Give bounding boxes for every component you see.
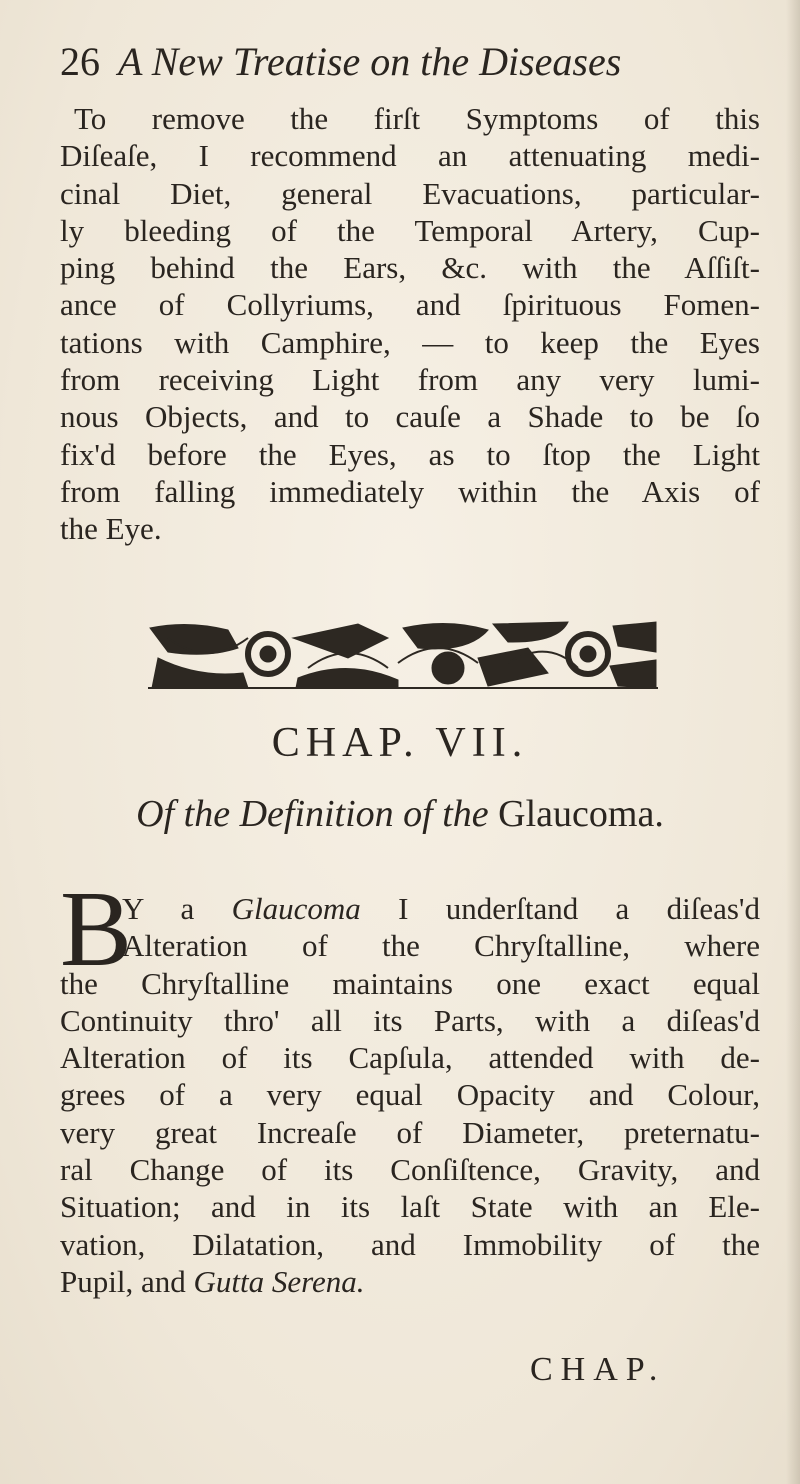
text-line: fix'd before the Eyes, as to ſtop the Light bbox=[60, 436, 760, 472]
text-line-first bbox=[60, 890, 760, 927]
text-line: nous Objects, and to cauſe a Shade to be ſo bbox=[60, 399, 760, 435]
running-head bbox=[60, 36, 760, 88]
chapter-heading: CHAP. VII. bbox=[271, 720, 529, 766]
text-line: tations with Camphire, — to keep the Eyes bbox=[60, 324, 760, 360]
page-number: 26 bbox=[60, 39, 100, 84]
text-line: from receiving Light from any very lumi- bbox=[60, 362, 760, 398]
text-line: vation, Dilatation, and Immobility of the bbox=[60, 1226, 760, 1262]
text-line: ance of Collyriums, and ſpirituous Fomen- bbox=[60, 287, 760, 323]
catchword: CHAP. bbox=[530, 1351, 666, 1388]
last-line-start: Pupil, and bbox=[60, 1263, 194, 1299]
decorative-headpiece-ornament-icon bbox=[148, 618, 658, 690]
text-line: Diſeaſe, I recommend an attenuating medi- bbox=[60, 138, 760, 174]
first-line-end: I underſtand a diſeas'd bbox=[360, 891, 761, 926]
paragraph-definition bbox=[60, 870, 761, 1300]
text-line: very great Increaſe of Diameter, preternatu- bbox=[60, 1114, 760, 1150]
text-line: ping behind the Ears, &c. with the Aſſiſt- bbox=[60, 250, 760, 286]
text-line: the Eye. bbox=[60, 511, 162, 547]
text-line: ly bleeding of the Temporal Artery, Cup- bbox=[60, 212, 760, 248]
text-line: Alteration of the Chryſtalline, where bbox=[122, 928, 760, 964]
paragraph-treatment bbox=[60, 100, 760, 548]
glaucoma-term: Glaucoma bbox=[231, 891, 361, 926]
chapter-title bbox=[0, 790, 800, 838]
first-line-start: Y a bbox=[122, 891, 232, 926]
text-line: To remove the firſt Symptoms of this bbox=[74, 101, 760, 136]
text-line: cinal Diet, general Evacuations, particular- bbox=[60, 175, 760, 211]
text-line: Alteration of its Capſula, attended with de- bbox=[60, 1040, 760, 1076]
text-line: grees of a very equal Opacity and Colour, bbox=[60, 1077, 760, 1113]
chapter-title-roman: Glaucoma. bbox=[498, 793, 664, 835]
running-title: A New Treatise on the Diseases bbox=[118, 39, 622, 84]
text-line: Situation; and in its laſt State with an Ele- bbox=[60, 1189, 760, 1225]
text-line-last bbox=[60, 1263, 760, 1300]
page-edge-shadow bbox=[786, 0, 800, 1484]
text-line: Continuity thro' all its Parts, with a diſeas'd bbox=[60, 1002, 760, 1038]
text-line: from falling immediately within the Axis of bbox=[60, 473, 760, 509]
gutta-serena-term: Gutta Serena. bbox=[193, 1263, 365, 1299]
text-line: ral Change of its Conſiſtence, Gravity, and bbox=[60, 1152, 760, 1188]
text-line: the Chryſtalline maintains one exact equal bbox=[60, 965, 760, 1001]
drop-cap: B bbox=[60, 870, 133, 989]
chapter-title-italic: Of the Definition of the bbox=[136, 793, 489, 835]
